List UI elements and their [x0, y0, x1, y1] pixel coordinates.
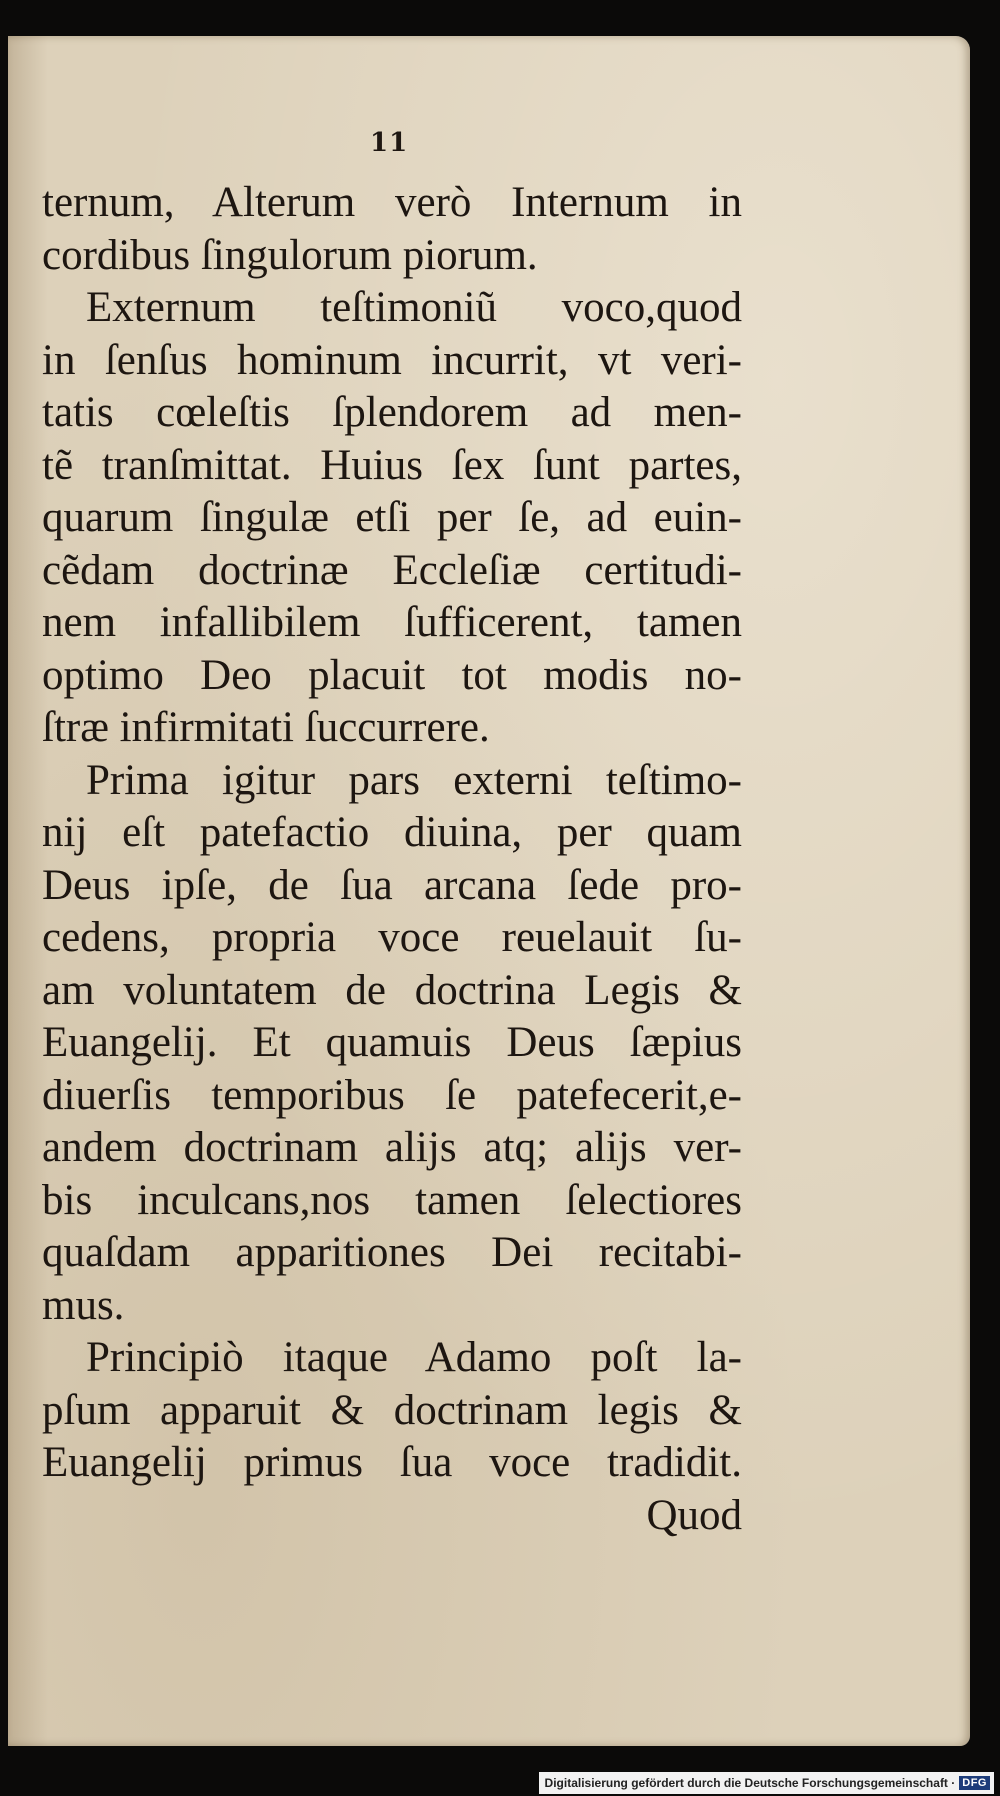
text-line: pſum apparuit & doctrinam legis & — [42, 1386, 742, 1434]
text-line: Euangelij primus ſua voce tradidit. — [42, 1439, 742, 1486]
book-page — [8, 36, 970, 1746]
text-line: nem infallibilem ſufficerent, tamen — [42, 599, 742, 646]
text-line: ſtræ infirmitati ſuccurrere. — [42, 704, 490, 751]
text-line: Euangelij. Et quamuis Deus ſæpius — [42, 1019, 742, 1066]
text-line: am voluntatem de doctrina Legis & — [42, 966, 742, 1014]
text-line: andem doctrinam alijs atq; alijs ver- — [42, 1124, 742, 1171]
text-line: in ſenſus hominum incurrit, vt veri- — [42, 336, 742, 384]
text-line: tẽ tranſmittat. Huius ſex ſunt partes, — [42, 441, 742, 489]
text-line: nij eſt patefactio diuina, per quam — [42, 809, 742, 856]
text-line: Principiò itaque Adamo poſt la- — [86, 1334, 742, 1381]
digitization-footer — [539, 1772, 994, 1794]
text-line: bis inculcans,nos tamen ſelectiores — [42, 1176, 742, 1224]
text-line: quarum ſingulæ etſi per ſe, ad euin- — [42, 494, 742, 541]
text-line: cordibus ſingulorum piorum. — [42, 231, 538, 279]
text-line: Externum teſtimoniũ voco,quod — [86, 284, 742, 331]
dfg-logo-icon: DFG — [959, 1776, 990, 1790]
text-line: optimo Deo placuit tot modis no- — [42, 651, 742, 699]
text-line: mus. — [42, 1281, 125, 1329]
text-line: ternum, Alterum verò Internum in — [42, 179, 742, 226]
page-text-block — [42, 177, 742, 1542]
text-line: Prima igitur pars externi teſtimo- — [86, 756, 742, 804]
text-line: Deus ipſe, de ſua arcana ſede pro- — [42, 861, 742, 909]
text-line: quaſdam apparitiones Dei recitabi- — [42, 1229, 742, 1276]
page-number: 11 — [370, 128, 409, 158]
text-line: cedens, propria voce reuelauit ſu- — [42, 914, 742, 961]
funding-credit: Digitalisierung gefördert durch die Deutsche Forschungsgemeinschaft · — [544, 1776, 956, 1790]
text-line: Quod — [646, 1491, 742, 1539]
text-line: cẽdam doctrinæ Eccleſiæ certitudi- — [42, 546, 742, 594]
text-line: tatis cœleſtis ſplendorem ad men- — [42, 389, 742, 436]
text-line: diuerſis temporibus ſe patefecerit,e- — [42, 1071, 742, 1119]
